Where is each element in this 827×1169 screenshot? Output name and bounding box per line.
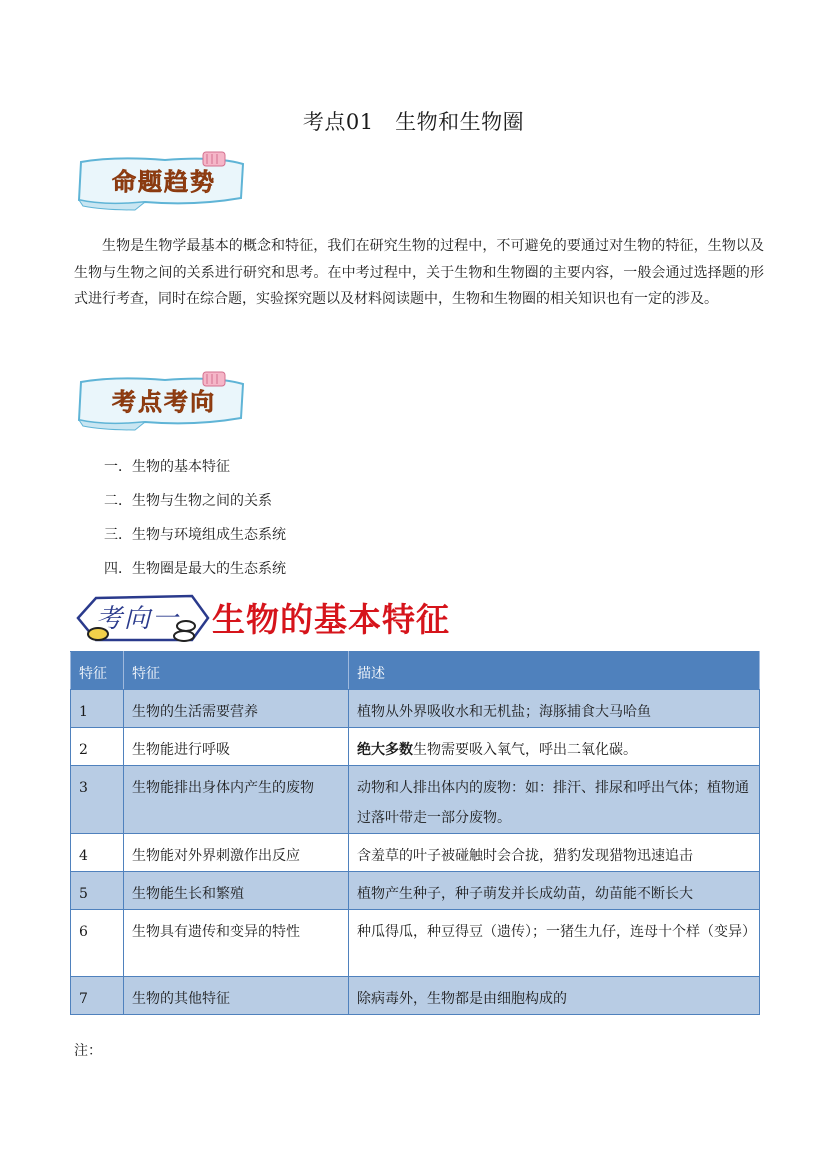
row-feature: 生物的其他特征 [124, 977, 349, 1015]
row-description: 植物产生种子，种子萌发并长成幼苗，幼苗能不断长大 [349, 872, 760, 910]
feature-table [70, 651, 760, 1015]
table-row [71, 690, 760, 728]
toc-item: 三．生物与环境组成生态系统 [104, 527, 286, 543]
table-header-cell: 描述 [349, 652, 760, 690]
section-heading [74, 590, 474, 650]
row-feature: 生物具有遗传和变异的特性 [124, 910, 349, 977]
section-tag: 考向一 [96, 604, 181, 634]
row-description-emphasis: 绝大多数 [357, 742, 413, 758]
row-number: 1 [71, 690, 124, 728]
trend-banner-label: 命题趋势 [112, 168, 216, 196]
row-feature: 生物能进行呼吸 [124, 728, 349, 766]
row-description: 种瓜得瓜，种豆得豆（遗传）；一猪生九仔，连母十个样（变异） [349, 910, 760, 977]
toc-list [104, 453, 286, 589]
toc-item: 一．生物的基本特征 [104, 459, 230, 475]
toc-item: 二．生物与生物之间的关系 [104, 493, 272, 509]
section-title: 生物的基本特征 [212, 600, 450, 639]
table-header-cell: 特征 [71, 652, 124, 690]
note-label: 注： [74, 1043, 102, 1059]
row-feature: 生物能对外界刺激作出反应 [124, 834, 349, 872]
table-row [71, 834, 760, 872]
row-description: 动物和人排出体内的废物：如：排汗、排尿和呼出气体；植物通过落叶带走一部分废物。 [349, 766, 760, 834]
row-number: 4 [71, 834, 124, 872]
table-row [71, 728, 760, 766]
row-feature: 生物能生长和繁殖 [124, 872, 349, 910]
row-description-text: 生物需要吸入氧气，呼出二氧化碳。 [413, 742, 637, 758]
row-feature: 生物能排出身体内产生的废物 [124, 766, 349, 834]
page-title: 考点01 生物和生物圈 [302, 110, 525, 134]
row-number: 5 [71, 872, 124, 910]
toc-item: 四．生物圈是最大的生态系统 [104, 561, 286, 577]
direction-banner [75, 370, 250, 432]
table-header-cell: 特征 [124, 652, 349, 690]
row-number: 2 [71, 728, 124, 766]
row-description [349, 728, 760, 766]
table-row [71, 977, 760, 1015]
row-number: 7 [71, 977, 124, 1015]
row-description: 含羞草的叶子被碰触时会合拢，猎豹发现猎物迅速追击 [349, 834, 760, 872]
trend-banner [75, 150, 250, 212]
row-feature: 生物的生活需要营养 [124, 690, 349, 728]
row-description: 植物从外界吸收水和无机盐；海豚捕食大马哈鱼 [349, 690, 760, 728]
intro-paragraph: 生物是生物学最基本的概念和特征，我们在研究生物的过程中，不可避免的要通过对生物的特征，生物以及生物与生物之间的关系进行研究和思考。在中考过程中，关于生物和生物圈的主要内容，一般会通过选择题的形式进行考查，同时在综合题，实验探究题以及材料阅读题中，生物和生物圈的相关知识也有一定的涉及。 [74, 238, 764, 307]
table-header-row [71, 652, 760, 690]
row-description: 除病毒外，生物都是由细胞构成的 [349, 977, 760, 1015]
direction-banner-label: 考点考向 [112, 388, 216, 416]
table-row [71, 766, 760, 834]
table-row [71, 872, 760, 910]
row-number: 6 [71, 910, 124, 977]
table-row [71, 910, 760, 977]
row-number: 3 [71, 766, 124, 834]
